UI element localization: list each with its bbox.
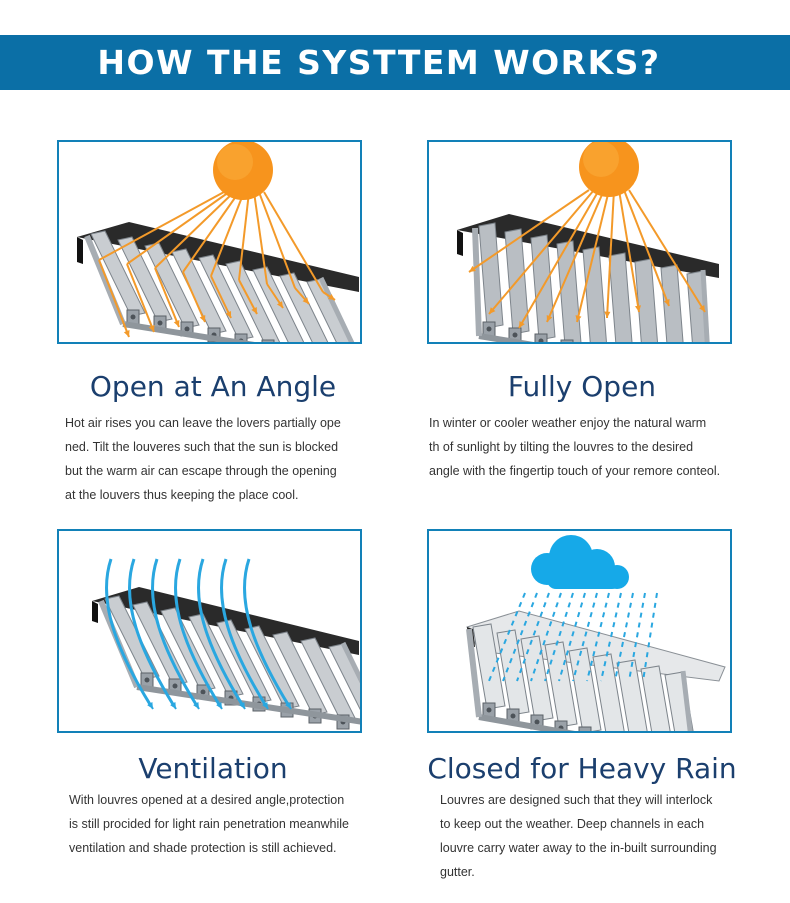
description-line: ventilation and shade protection is still achieved. [69,841,337,855]
description-line: gutter. [440,865,475,879]
fully-open-description [429,411,720,483]
louvre-roof-ventilation [59,531,362,733]
louvre-roof-open [429,142,732,344]
description-line: louvre carry water away to the in-built surrounding [440,841,717,855]
fully-open-illustration [427,140,732,344]
open-angle-heading: Open at An Angle [89,370,337,403]
ventilation-illustration [57,529,362,733]
description-line: is still procided for light rain penetration meanwhile [69,817,350,831]
heavy-rain-illustration [427,529,732,733]
description-line: Hot air rises you can leave the lovers partially ope [65,416,341,430]
description-line: With louvres opened at a desired angle,protection [69,793,345,807]
louvre-roof-angled [59,142,362,344]
description-line: Louvres are designed such that they will interlock [440,793,713,807]
title-banner [0,35,790,90]
description-line: In winter or cooler weather enjoy the natural warm [429,416,707,430]
description-line: but the warm air can escape through the opening [65,464,337,478]
description-line: th of sunlight by tilting the louvres to the desired [429,440,694,454]
description-line: angle with the fingertip touch of your remore conteol. [429,464,721,478]
heavy-rain-description [440,788,717,884]
open-angle-description [65,411,341,507]
ventilation-heading: Ventilation [138,752,288,785]
louvre-roof-closed [429,531,732,733]
description-line: at the louvers thus keeping the place cool. [65,488,299,502]
description-line: ned. Tilt the louveres such that the sun is blocked [65,440,339,454]
rain-cloud-icon [531,535,629,589]
heavy-rain-heading: Closed for Heavy Rain [427,752,737,785]
ventilation-description [69,788,349,860]
open-angle-illustration [57,140,362,344]
fully-open-heading: Fully Open [507,370,657,403]
page-title: HOW THE SYSTTEM WORKS? [97,43,661,82]
description-line: to keep out the weather. Deep channels in each [440,817,705,831]
